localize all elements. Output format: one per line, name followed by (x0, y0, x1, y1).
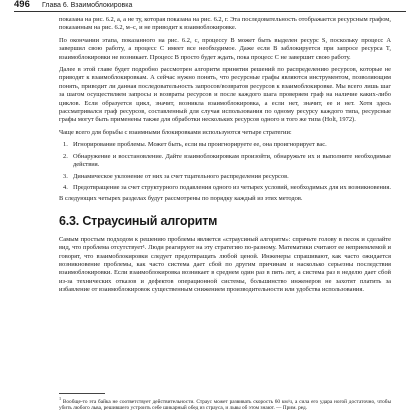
list-item (59, 173, 391, 181)
list-item (59, 184, 391, 192)
page-body (59, 16, 391, 299)
paragraph: Чаще всего для борьбы с взаимными блокировками используются четыре стратегии: (59, 128, 292, 136)
paragraph: По окончании этапа, показанного на рис. 6.2, с, процессу B может быть выделен ресурс S, поскольку процесс A завершил свою работу, а процесс C имеет все необходимое. Даже если B заблокируется при запросе ресурса T, взаимоблокировки не возникает. Процесс B просто будет ждать, пока процесс C не завершит свою работу. (59, 36, 391, 61)
list-text: Обнаружение и восстановление. Дайте взаимоблокировкам произойти, обнаружьте их и выполните необходимые действия. (73, 152, 391, 169)
paragraph: Далее в этой главе будет подробно рассмотрен алгоритм принятия решений по распределению ресурсов, которые не приводят к взаимоблокировкам. А сейчас нужно понять, что ресурсные графы являются инструментом, позволяющим понять, приводит ли данная последовательность запросов/возвратов ресурсов к взаимоблокировке. Мы всего лишь шаг за шагом осуществляем запросы и возвраты ресурсов и после каждого шага проверяем граф на наличие каких-либо циклов. Если образуется цикл, значит, возникла взаимоблокировка, а если нет, значит, ее и нет. Хотя здесь рассматривался граф ресурсов, составленный для случая использования по одному ресурсу каждого типа, ресурсные графы могут быть применены также для обработки нескольких ресурсов одного и того же типа (Holt, 1972). (59, 66, 391, 124)
list-number: 3. (63, 172, 68, 180)
footnote (59, 396, 391, 412)
list-item (59, 153, 391, 170)
running-header (14, 0, 406, 12)
paragraph: В следующих четырех разделах будут рассмотрены по порядку каждый из этих методов. (59, 195, 303, 203)
paragraph: Самым простым подходом к решению проблемы является «страусиный алгоритм»: спрячьте голову в песок и сделайте вид, что проблема отсутствует¹. Люди реагируют на эту стратегию по-разному. Математики считают ее неприемлемой и говорят, что взаимоблокировки следует предотвращать любой ценой. Инженеры спрашивают, как часто ожидается возникновение проблемы, как часто система дает сбой по другим причинам и насколько серьезны последствия взаимоблокировки. Если взаимоблокировка возникает в среднем один раз в пять лет, а система раз в неделю дает сбой из-за технических отказов и дефектов операционной системы, большинство инженеров не захотят платить за избавление от взаимоблокировок существенным снижением производительности или удобства использования. (59, 235, 391, 294)
footnote-text: Вообще-то эта байка не соответствует действительности. Страус может развивать скорость 60 км/ч, а сила его удара ногой достаточно, чтобы убить любого льва, решившего устроить себе шикарный обед из страуса, и львы об этом знают. — Прим. ред. (59, 398, 392, 412)
list-text: Игнорирование проблемы. Может быть, если вы проигнорируете ее, она проигнорирует вас. (73, 141, 327, 149)
chapter-title: Глава 6. Взаимоблокировка (42, 2, 133, 9)
list-text: Динамическое уклонение от них за счет тщательного распределения ресурсов. (73, 172, 289, 180)
list-item (59, 141, 391, 149)
page-number: 496 (14, 0, 30, 10)
list-number: 1. (63, 141, 68, 149)
header-rule (14, 11, 406, 12)
footnote-rule (59, 393, 105, 394)
section-heading: 6.3. Страусиный алгоритм (59, 213, 218, 228)
list-number: 2. (63, 152, 68, 160)
list-text: Предотвращение за счет структурного подавления одного из четырех условий, необходимых для их возникновения. (73, 183, 391, 191)
paragraph: показана на рис. 6.2, а, а не ту, которая показана на рис. 6.2, г. Эта последовательность отображается ресурсным графом, показанным на рис. 6.2, м–с, и не приводит к взаимоблокировке. (59, 16, 391, 32)
strategy-list (59, 141, 391, 192)
list-number: 4. (63, 183, 68, 191)
footnote-mark: 1 (59, 396, 62, 401)
